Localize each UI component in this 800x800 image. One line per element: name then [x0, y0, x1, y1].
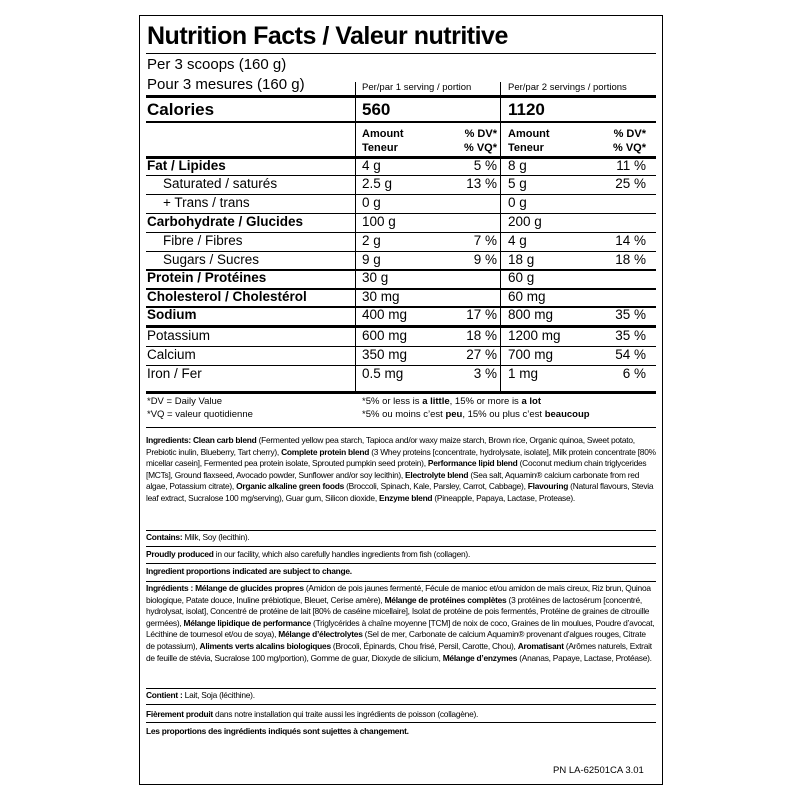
nutrient-label: Iron / Fer — [147, 366, 202, 381]
footnote-en — [362, 396, 541, 407]
nutrient-label: Protein / Protéines — [147, 270, 267, 285]
nutrient-label: Calcium — [147, 347, 196, 362]
footnote-en-part3: , 15% or more is — [449, 396, 522, 407]
footnote-fr-part4: beaucoup — [544, 409, 590, 420]
nutrient-amount-1: 0 g — [362, 195, 381, 210]
rule-above-footnotes — [146, 391, 656, 394]
nutrient-label: Carbohydrate / Glucides — [147, 214, 304, 229]
nutrient-amount-1: 2.5 g — [362, 176, 393, 191]
nutrient-dv-2: 25 % — [615, 176, 646, 191]
nutrient-dv-2: 14 % — [615, 233, 646, 248]
nutrient-amount-2: 5 g — [508, 176, 527, 191]
nutrient-dv-1: 17 % — [466, 307, 497, 322]
dv-header-2: % DV* — [613, 128, 646, 140]
nutrient-amount-1: 30 g — [362, 270, 389, 285]
rule-thick-top — [146, 95, 656, 98]
nutrient-amount-2: 200 g — [508, 214, 542, 229]
nutrient-amount-1: 30 mg — [362, 289, 400, 304]
column-header-2-servings: Per/par 2 servings / portions — [508, 82, 627, 93]
footnote-fr — [362, 409, 590, 420]
nutrient-dv-1: 27 % — [466, 347, 497, 362]
calories-label: Calories — [147, 100, 215, 119]
nutrient-dv-2: 35 % — [615, 307, 646, 322]
proportions-en: Ingredient proportions indicated are subject to change. — [146, 566, 352, 576]
footnote-en-part4: a lot — [521, 396, 541, 407]
serving-size-fr: Pour 3 mesures (160 g) — [147, 76, 305, 93]
rule-ingr-3 — [146, 563, 656, 564]
rule-under-title — [146, 53, 656, 54]
nutrient-label: Sugars / Sucres — [163, 252, 260, 267]
nutrient-label: Sodium — [147, 307, 197, 322]
proportions-fr: Les proportions des ingrédients indiqués sont sujettes à changement. — [146, 726, 409, 736]
nutrient-dv-1: 3 % — [473, 366, 497, 381]
nutrient-dv-2: 11 % — [616, 158, 646, 173]
nutrient-label: Saturated / saturés — [163, 176, 278, 191]
nutrient-amount-2: 1200 mg — [508, 328, 561, 343]
nutrient-amount-2: 0 g — [508, 195, 527, 210]
vq-header-2: % VQ* — [612, 142, 646, 154]
calories-value-1: 560 — [362, 100, 391, 119]
footnote-fr-part1: *5% ou moins c’est — [362, 409, 446, 420]
facility-fr: Fièrement produit dans notre installation qui traite aussi les ingrédients de poisson (collagène). — [146, 709, 479, 719]
nutrient-dv-1: 7 % — [473, 233, 497, 248]
nutrient-amount-2: 8 g — [508, 158, 527, 173]
rule-ingr-7 — [146, 722, 656, 723]
nutrient-amount-2: 800 mg — [508, 307, 554, 322]
label-title: Nutrition Facts / Valeur nutritive — [147, 22, 508, 50]
rule-ingr-4 — [146, 581, 656, 582]
nutrient-amount-2: 60 mg — [508, 289, 546, 304]
nutrient-amount-1: 350 mg — [362, 347, 408, 362]
nutrient-amount-2: 700 mg — [508, 347, 554, 362]
ingredients-fr — [146, 583, 656, 664]
facility-en: Proudly produced in our facility, which also carefully handles ingredients from fish (collagen). — [146, 549, 471, 559]
contains-en: Contains: Milk, Soy (lecithin). — [146, 532, 250, 542]
nutrient-label: Cholesterol / Cholestérol — [147, 289, 307, 304]
ingredients-en-paragraph: Ingredients: Clean carb blend (Fermented yellow pea starch, Tapioca and/or waxy maize starch, Brown rice, Organic quinoa, Sweet potato, Prebiotic inulin, Blueberry, Tart cherry), Complete protein blend (3 Whey proteins [concentrate, hydrolysate, isolate], Milk protein concentrate [80% micellar casein], Fermented pea protein isolate, Sprouted pumpkin seed protein), Performance lipid blend (Coconut medium chain triglycerides [MCTs], Ground flaxseed, Avocado powder, Sunflower and/or soy lecithin), Electrolyte blend (Sea salt, Aquamin® calcium carbonate from red algae, Potassium citrate), Organic alkaline green foods (Broccoli, Spinach, Kale, Parsley, Carrot, Cabbage), Flavouring (Natural flavours, Stevia leaf extract, Sucralose 100 mg/serving), Guar gum, Silicon dioxide, Enzyme blend (Pineapple, Papaya, Lactase, Protease). — [146, 435, 656, 503]
nutrient-amount-2: 4 g — [508, 233, 527, 248]
nutrient-label: Fibre / Fibres — [163, 233, 243, 248]
rule-under-footnotes — [146, 427, 656, 428]
nutrient-dv-2: 6 % — [622, 366, 646, 381]
footnote-vq: *VQ = valeur quotidienne — [147, 409, 253, 420]
rule-ingr-2 — [146, 546, 656, 547]
footnote-fr-part2: peu — [445, 409, 463, 420]
footnote-en-part2: a little — [422, 396, 450, 407]
nutrient-label: Fat / Lipides — [147, 158, 226, 173]
footnote-fr-part3: , 15% ou plus c’est — [462, 409, 545, 420]
nutrient-amount-1: 600 mg — [362, 328, 408, 343]
rule-under-calories — [146, 121, 656, 123]
part-number: PN LA-62501CA 3.01 — [553, 765, 644, 776]
teneur-header-1: Teneur — [362, 142, 398, 154]
amount-header-1: Amount — [362, 128, 404, 140]
rule-ingr-1 — [146, 530, 656, 531]
ingredients-fr-paragraph: Ingrédients : Mélange de glucides propres (Amidon de pois jaunes fermenté, Fécule de manioc et/ou amidon de maïs cireux, Riz brun, Quinoa biologique, Patate douce, Inuline prébiotique, Bleuet, Cerise amère), Mélange de protéines complètes (3 protéines de lactosérum [concentré, hydrolysat, isolat], Concentré de protéine de lait [80% de caséine micellaire], Isolat de protéine de pois fermentés, Protéine de graines de citrouille germées), Mélange lipidique de performance (Triglycérides à chaîne moyenne [TCM] de noix de coco, Graines de lin moulues, Poudre d’avocat, Lécithine de tournesol et/ou de soya), Mélange d’électrolytes (Sel de mer, Carbonate de calcium Aquamin® provenant d’algues rouges, Citrate de potassium), Aliments verts alcalins biologiques (Brocoli, Épinards, Chou frisé, Persil, Carotte, Chou), Aromatisant (Arômes naturels, Extrait de feuille de stévia, Sucralose 100 mg/portion), Gomme de guar, Dioxyde de silicium, Mélange d’enzymes (Ananas, Papaye, Lactase, Protéase). — [146, 583, 655, 663]
nutrient-amount-1: 4 g — [362, 158, 381, 173]
nutrient-amount-2: 1 mg — [508, 366, 539, 381]
nutrient-dv-2: 35 % — [615, 328, 646, 343]
column-header-1-serving: Per/par 1 serving / portion — [362, 82, 472, 93]
contains-fr: Contient : Lait, Soja (lécithine). — [146, 690, 255, 700]
footnote-dv: *DV = Daily Value — [147, 396, 223, 407]
vq-header-1: % VQ* — [463, 142, 497, 154]
calories-value-2: 1120 — [508, 100, 545, 119]
rule-ingr-6 — [146, 704, 656, 705]
rule-ingr-5 — [146, 688, 656, 689]
serving-size-en: Per 3 scoops (160 g) — [147, 56, 287, 73]
nutrient-label: Potassium — [147, 328, 211, 343]
teneur-header-2: Teneur — [508, 142, 544, 154]
nutrient-dv-1: 9 % — [473, 252, 497, 267]
nutrient-dv-1: 18 % — [466, 328, 497, 343]
ingredients-en — [146, 435, 656, 505]
nutrient-dv-2: 18 % — [615, 252, 646, 267]
nutrient-amount-1: 100 g — [362, 214, 396, 229]
nutrient-label: + Trans / trans — [163, 195, 250, 210]
nutrient-amount-1: 9 g — [362, 252, 381, 267]
footnote-en-part1: *5% or less is — [362, 396, 423, 407]
nutrient-amount-1: 400 mg — [362, 307, 408, 322]
dv-header-1: % DV* — [464, 128, 497, 140]
amount-header-2: Amount — [508, 128, 550, 140]
nutrient-dv-1: 13 % — [466, 176, 497, 191]
nutrient-dv-2: 54 % — [615, 347, 646, 362]
nutrient-amount-1: 0.5 mg — [362, 366, 404, 381]
nutrient-amount-2: 60 g — [508, 270, 535, 285]
nutrient-amount-1: 2 g — [362, 233, 381, 248]
nutrient-amount-2: 18 g — [508, 252, 535, 267]
nutrient-dv-1: 5 % — [473, 158, 497, 173]
